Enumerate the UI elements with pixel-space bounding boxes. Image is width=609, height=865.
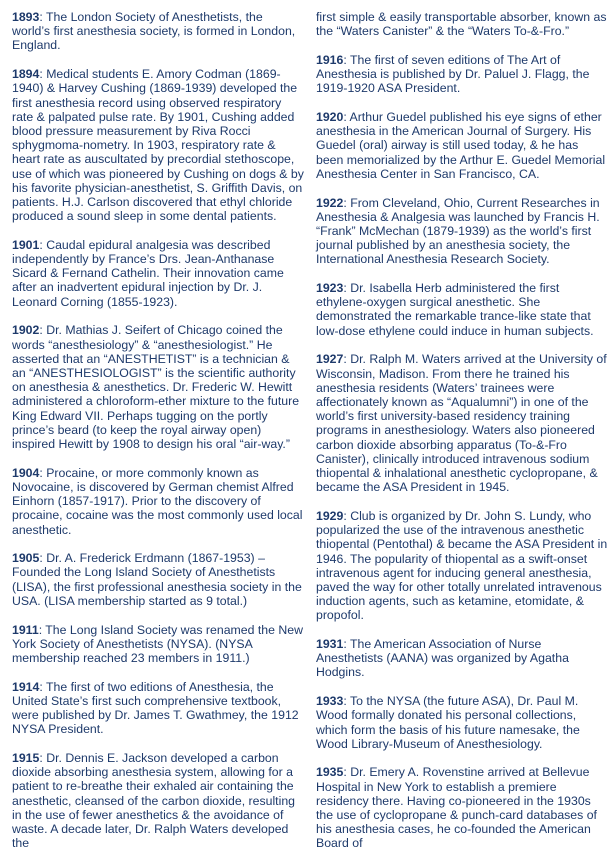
timeline-entry-1914 (12, 680, 304, 737)
continued-text-1915: first simple & easily transportable absorber, known as the “Waters Canister” & the “Waters To-&-Fro.” (316, 10, 607, 39)
entry-text: : The first of two editions of Anesthesia, the United State’s first such comprehensive textbook, were published by Dr. James T. Gwathmey, the 1912 NYSA President. (12, 679, 299, 737)
entry-text: : From Cleveland, Ohio, Current Researches in Anesthesia & Analgesia was launched by Francis H. “Frank” McMechan (1879-1939) as the world’s first journal published by an anesthesia society, the International Anesthesia Research Society. (316, 195, 600, 267)
entry-year: 1904 (12, 465, 40, 480)
entry-text: : Dr. Isabella Herb administered the first ethylene-oxygen surgical anesthetic. She demonstrated the remarkable trance-like state that low-dose ethylene could induce in human subjects. (316, 281, 594, 338)
entry-text: : Dr. A. Frederick Erdmann (1867-1953) – Founded the Long Island Society of Anesthetists (LISA), the first professional anesthesia society in the USA. (LISA membership started as 9 total.) (12, 551, 302, 608)
entry-year: 1916 (316, 52, 344, 67)
entry-text: : Dr. Emery A. Rovenstine arrived at Bellevue Hospital in New York to establish a premiere residency there. Having co-pioneered in the 1930s the use of cyclopropane & punch-card databases of his anesthesia cases, he co-founded the American Board of (316, 765, 597, 851)
entry-text: : The London Society of Anesthetists, the world’s first anesthesia society, is formed in London, England. (12, 10, 296, 53)
timeline-entry-1933 (316, 694, 608, 751)
entry-year: 1902 (12, 323, 40, 338)
timeline-entry-1911 (12, 623, 304, 666)
entry-year: 1901 (12, 237, 40, 252)
timeline-entry-1902 (12, 323, 304, 451)
entry-year: 1914 (12, 679, 40, 694)
entry-year: 1933 (316, 694, 344, 709)
entry-text: : The Long Island Society was renamed the New York Society of Anesthetists (NYSA). (NYSA membership reached 23 members in 1911.) (12, 622, 303, 665)
timeline-entry-1901 (12, 238, 304, 309)
entry-text: : Dr. Ralph M. Waters arrived at the University of Wisconsin, Madison. From there he trained his anesthesia residents (Waters’ trainees were affectionately known as “Aqualumni”) in one of the world’s first university-based residency training programs in anesthesiology. Waters also pioneered carbon dioxide absorbing apparatus (To-&-Fro Canister), clinically introduced intravenous sodium thiopental & inhalational anesthetic cyclopropane, & became the ASA President in 1945. (316, 352, 607, 495)
entry-year: 1911 (12, 622, 39, 637)
entry-year: 1923 (316, 281, 344, 296)
entry-text: : Caudal epidural analgesia was described independently by France’s Drs. Jean-Anthanase Sicard & Fernand Cathelin. Their innovation came after an inadvertent epidural injection by Dr. J. Leonard Corning (1855-1923). (12, 237, 284, 309)
timeline-entry-1894 (12, 67, 304, 223)
entry-text: : Procaine, or more commonly known as Novocaine, is discovered by German chemist Alfred Einhorn (1857-1917). Prior to the discovery of procaine, cocaine was the most commonly used local anesthetic. (12, 465, 303, 537)
timeline-entry-1929 (316, 509, 608, 623)
timeline-entry-1923 (316, 281, 608, 338)
entry-year: 1931 (316, 637, 344, 652)
timeline-entry-1893 (12, 10, 304, 53)
entry-year: 1915 (12, 750, 40, 765)
entry-year: 1920 (316, 110, 344, 125)
timeline-entry-1904 (12, 466, 304, 537)
entry-year: 1929 (316, 508, 344, 523)
entry-year: 1935 (316, 765, 344, 780)
entry-text: : Arthur Guedel published his eye signs of ether anesthesia in the American Journal of Surgery. His Guedel (oral) airway is still used today, & he has been memorialized by the Arthur E. Guedel Memorial Anesthesia Center in San Francisco, CA. (316, 110, 606, 181)
timeline-entry-1931 (316, 637, 608, 680)
entry-text: : The American Association of Nurse Anesthetists (AANA) was organized by Agatha Hodgins. (316, 637, 569, 680)
entry-text: : Medical students E. Amory Codman (1869-1940) & Harvey Cushing (1869-1939) developed the first anesthesia record using observed respiratory rate & palpated pulse rate. By 1901, Cushing added blood pressure measurement by Riva Rocci sphygmoma-nometry. In 1903, respiratory rate & heart rate as auscultated by precordial stethoscope, use of which was pioneered by Cushing on dogs & by his favorite physician-anesthetist, S. Griffith Davis, on patients. H.J. Carlson discovered that ethyl chloride produced a sound sleep in some dental patients. (12, 67, 304, 224)
entry-year: 1905 (12, 551, 40, 566)
timeline-entry-1922 (316, 196, 608, 267)
timeline-entry-1927 (316, 352, 608, 494)
entry-text: : Club is organized by Dr. John S. Lundy, who popularized the use of the intravenous anesthetic thiopental (Pentothal) & became the ASA President in 1946. The popularity of thiopental as a swift-onset intravenous agent for inducing general anesthesia, paved the way for other totally unrelated intravenous induction agents, such as ketamine, etomidate, & propofol. (316, 508, 608, 623)
entry-text: : Dr. Dennis E. Jackson developed a carbon dioxide absorbing anesthesia system, allowing for a patient to re-breathe their exhaled air containing the anesthetic, cleansed of the carbon dioxide, resulting in the use of fewer anesthetics & the avoidance of waste. A decade later, Dr. Ralph Waters developed the (12, 750, 296, 851)
timeline-entry-1920 (316, 110, 608, 181)
timeline-entry-1916 (316, 53, 608, 96)
entry-text: : To the NYSA (the future ASA), Dr. Paul M. Wood formally donated his personal collections, which form the basis of his future namesake, the Wood Library-Museum of Anesthesiology. (316, 694, 580, 751)
entry-year: 1894 (12, 67, 40, 82)
entry-text: : The first of seven editions of The Art of Anesthesia is published by Dr. Paluel J. Flagg, the 1919-1920 ASA President. (316, 52, 590, 96)
entry-year: 1922 (316, 195, 344, 210)
timeline-entry-1935 (316, 765, 608, 850)
left-column (12, 10, 304, 865)
timeline-entry-1905 (12, 551, 304, 608)
right-column (316, 10, 608, 865)
entry-year: 1927 (316, 352, 344, 367)
entry-year: 1893 (12, 10, 40, 24)
timeline-entry-1915 (12, 751, 304, 850)
entry-text: : Dr. Mathias J. Seifert of Chicago coined the words “anesthesiology” & “anesthesiologist.” He asserted that an “ANESTHETIST” is a technician & an “ANESTHESIOLOGIST” is the scientific authority on anesthesia & anesthetics. Dr. Frederic W. Hewitt administered a chloroform-ether mixture to the future King Edward VII. Perhaps tugging on the portly prince’s beard (to keep the royal airway open) inspired Hewitt by 1908 to design his oral “air-way.” (12, 323, 300, 451)
